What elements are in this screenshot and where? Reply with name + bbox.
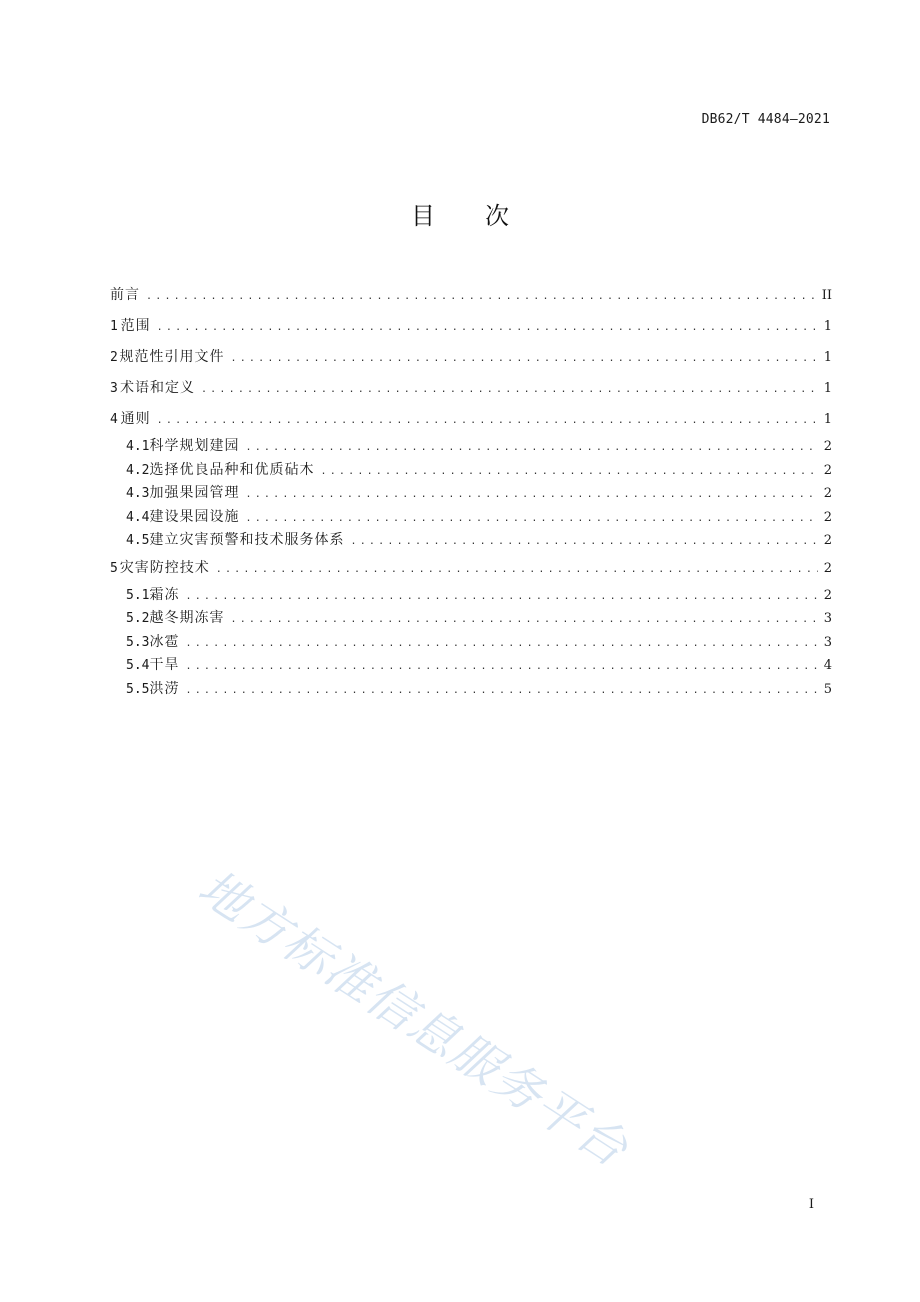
toc-leader-dots <box>185 655 817 679</box>
toc-leader-dots <box>245 483 817 507</box>
toc-entry-5-3[interactable] <box>110 631 832 655</box>
toc-entry-number: 4 <box>110 412 118 427</box>
toc-entry-3[interactable] <box>110 373 832 404</box>
toc-leader-dots <box>245 436 817 460</box>
toc-entry-label: 科学规划建园 <box>149 438 240 454</box>
toc-entry-label: 选择优良品种和优质砧木 <box>149 461 315 478</box>
toc-entry-5-5[interactable] <box>110 678 832 702</box>
toc-leader-dots <box>230 608 817 632</box>
toc-entry-label: 术语和定义 <box>119 380 195 396</box>
toc-leader-dots <box>201 374 818 405</box>
toc-entry-label: 建立灾害预警和技术服务体系 <box>149 532 345 548</box>
toc-entry-page: 1 <box>823 412 832 427</box>
toc-entry-5-4[interactable] <box>110 654 832 678</box>
toc-entry-label: 范围 <box>120 318 151 334</box>
toc-leader-dots <box>216 554 818 585</box>
toc-entry-number: 5 <box>110 560 118 576</box>
toc-entry-page: 2 <box>823 587 832 603</box>
toc-leader-dots <box>245 507 817 531</box>
toc-entry-page: 2 <box>823 560 832 576</box>
toc-entry-label: 加强果园管理 <box>149 485 240 501</box>
toc-leader-dots <box>185 679 817 703</box>
toc-entry-label: 规范性引用文件 <box>119 349 225 365</box>
toc-entry-page: 1 <box>823 319 832 334</box>
toc-entry-5-1[interactable] <box>110 584 832 608</box>
toc-entry-foreword[interactable] <box>110 280 832 311</box>
toc-entry-page: 1 <box>823 381 832 396</box>
toc-entry-2[interactable] <box>110 342 832 373</box>
toc-entry-label: 通则 <box>120 411 151 427</box>
toc-leader-dots <box>185 585 817 609</box>
toc-entry-label: 冰雹 <box>149 633 180 650</box>
toc-leader-dots <box>157 405 818 436</box>
toc-entry-number: 4.4 <box>126 509 150 525</box>
page-number: I <box>808 1197 814 1212</box>
toc-leader-dots <box>146 281 816 312</box>
toc-entry-number: 5.3 <box>126 634 150 650</box>
toc-leader-dots <box>185 632 817 656</box>
toc-entry-number: 5.1 <box>126 587 150 603</box>
toc-leader-dots <box>157 312 818 343</box>
toc-entry-page: 1 <box>823 350 832 365</box>
table-of-contents <box>110 280 832 701</box>
toc-entry-label: 霜冻 <box>149 586 180 603</box>
toc-entry-label: 干旱 <box>149 657 180 673</box>
toc-entry-number: 4.1 <box>126 439 150 454</box>
toc-entry-page: II <box>821 288 832 303</box>
toc-entry-page: 2 <box>823 533 832 548</box>
toc-entry-4-1[interactable] <box>110 435 832 459</box>
toc-leader-dots <box>230 343 817 374</box>
toc-entry-label: 建设果园设施 <box>149 508 240 525</box>
watermark-text: 地方标准信息服务平台 <box>188 859 639 1179</box>
toc-entry-number: 5.5 <box>126 681 150 697</box>
toc-entry-4-4[interactable] <box>110 506 832 530</box>
toc-leader-dots <box>350 530 817 554</box>
toc-entry-number: 2 <box>110 350 118 365</box>
toc-entry-4-3[interactable] <box>110 482 832 506</box>
toc-entry-5[interactable] <box>110 553 832 584</box>
page-title: 目次 <box>411 202 559 230</box>
toc-entry-number: 3 <box>110 381 118 396</box>
toc-entry-page: 3 <box>823 611 832 626</box>
toc-entry-number: 5.2 <box>126 611 150 626</box>
toc-entry-4-2[interactable] <box>110 459 832 483</box>
toc-entry-label: 灾害防控技术 <box>119 559 210 576</box>
toc-entry-page: 2 <box>823 462 832 478</box>
document-code: DB62/T 4484—2021 <box>701 112 830 127</box>
toc-entry-number: 5.4 <box>126 658 150 673</box>
toc-entry-number: 4.5 <box>126 533 150 548</box>
toc-entry-1[interactable] <box>110 311 832 342</box>
toc-entry-label: 越冬期冻害 <box>149 610 225 626</box>
toc-entry-number: 4.2 <box>126 462 150 478</box>
toc-entry-page: 4 <box>823 658 832 673</box>
toc-entry-5-2[interactable] <box>110 607 832 631</box>
toc-entry-page: 2 <box>823 509 832 525</box>
toc-entry-4-5[interactable] <box>110 529 832 553</box>
toc-entry-page: 2 <box>823 486 832 501</box>
toc-entry-label: 洪涝 <box>149 680 180 697</box>
toc-entry-number: 1 <box>110 319 118 334</box>
toc-entry-number: 4.3 <box>126 486 150 501</box>
toc-entry-label: 前言 <box>110 287 140 303</box>
toc-entry-4[interactable] <box>110 404 832 435</box>
toc-entry-page: 5 <box>823 681 832 697</box>
toc-entry-page: 3 <box>823 634 832 650</box>
toc-entry-page: 2 <box>823 439 832 454</box>
toc-leader-dots <box>320 460 817 484</box>
